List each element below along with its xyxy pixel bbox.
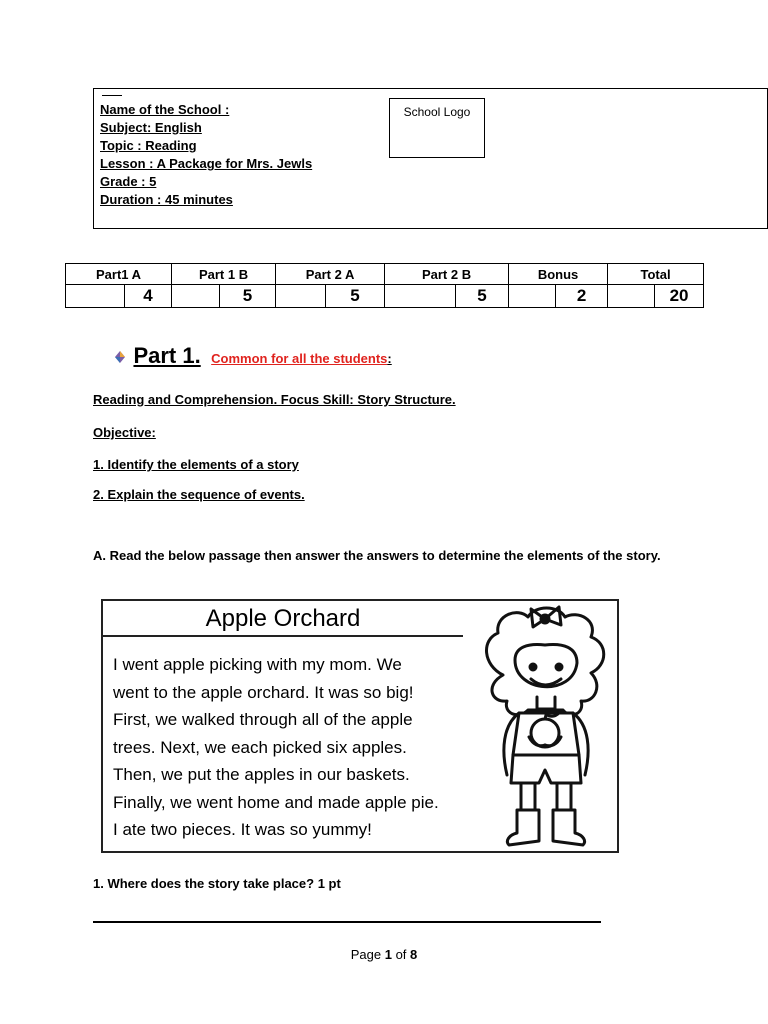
- score-input-cell[interactable]: [385, 285, 456, 308]
- school-logo-placeholder: School Logo: [389, 98, 485, 158]
- story-line: I went apple picking with my mom. We: [113, 655, 402, 674]
- story-text: [113, 651, 463, 844]
- lesson-label: Lesson : A Package for Mrs. Jewls: [100, 156, 313, 171]
- score-input-cell[interactable]: [172, 285, 220, 308]
- score-header: Total: [608, 264, 704, 285]
- score-input-cell[interactable]: [608, 285, 655, 308]
- score-max-cell: 4: [125, 285, 172, 308]
- score-header: Part 2 B: [385, 264, 509, 285]
- story-line: Then, we put the apples in our baskets.: [113, 765, 410, 784]
- score-header: Part 1 B: [172, 264, 276, 285]
- answer-line[interactable]: [93, 921, 601, 923]
- part1-heading: [115, 343, 392, 369]
- grade-label: Grade : 5: [100, 174, 157, 189]
- question-1: 1. Where does the story take place? 1 pt: [93, 876, 341, 891]
- score-input-cell[interactable]: [509, 285, 556, 308]
- subject-label: Subject: English: [100, 120, 202, 135]
- girl-with-apple-illustration: [473, 605, 618, 853]
- header-info: [100, 95, 312, 209]
- footer-page-number: 1: [384, 947, 392, 962]
- score-header: Part1 A: [66, 264, 172, 285]
- bullet-diamond-icon: [115, 351, 125, 363]
- score-table: [65, 263, 704, 308]
- objective-item: 1. Identify the elements of a story: [93, 457, 299, 472]
- story-title: Apple Orchard: [103, 601, 463, 637]
- footer-page-word: Page: [350, 947, 382, 962]
- part1-title: Part 1.: [133, 343, 201, 368]
- part1-colon: :: [387, 351, 392, 366]
- score-max-cell: 5: [326, 285, 385, 308]
- score-table-value-row: [66, 285, 704, 308]
- footer-total-pages: 8: [410, 947, 418, 962]
- story-line: First, we walked through all of the apple: [113, 710, 413, 729]
- school-name-label: Name of the School :: [100, 102, 230, 117]
- score-header: Part 2 A: [276, 264, 385, 285]
- objective-label: Objective:: [93, 425, 156, 440]
- score-header: Bonus: [509, 264, 608, 285]
- bullet-icon: [115, 351, 129, 366]
- part1-subtitle: Common for all the students: [211, 351, 388, 366]
- score-max-cell: 20: [655, 285, 704, 308]
- story-line: went to the apple orchard. It was so big!: [113, 682, 414, 702]
- score-max-cell: 5: [220, 285, 276, 308]
- story-passage-box: [101, 599, 619, 853]
- page-footer: [0, 947, 768, 962]
- score-max-cell: 5: [456, 285, 509, 308]
- topic-label: Topic : Reading: [100, 138, 197, 153]
- header-box: [93, 88, 768, 229]
- score-max-cell: 2: [556, 285, 608, 308]
- objective-item: 2. Explain the sequence of events.: [93, 487, 305, 502]
- story-line: trees. Next, we each picked six apples.: [113, 737, 407, 757]
- score-input-cell[interactable]: [66, 285, 125, 308]
- focus-skill: Reading and Comprehension. Focus Skill: Story Structure.: [93, 392, 456, 407]
- score-input-cell[interactable]: [276, 285, 326, 308]
- score-table-header-row: [66, 264, 704, 285]
- footer-of-word: of: [395, 947, 407, 962]
- story-line: Finally, we went home and made apple pie.: [113, 792, 439, 812]
- story-line: I ate two pieces. It was so yummy!: [113, 820, 372, 839]
- duration-label: Duration : 45 minutes: [100, 192, 233, 207]
- instruction-text: A. Read the below passage then answer the answers to determine the elements of the story.: [93, 548, 661, 563]
